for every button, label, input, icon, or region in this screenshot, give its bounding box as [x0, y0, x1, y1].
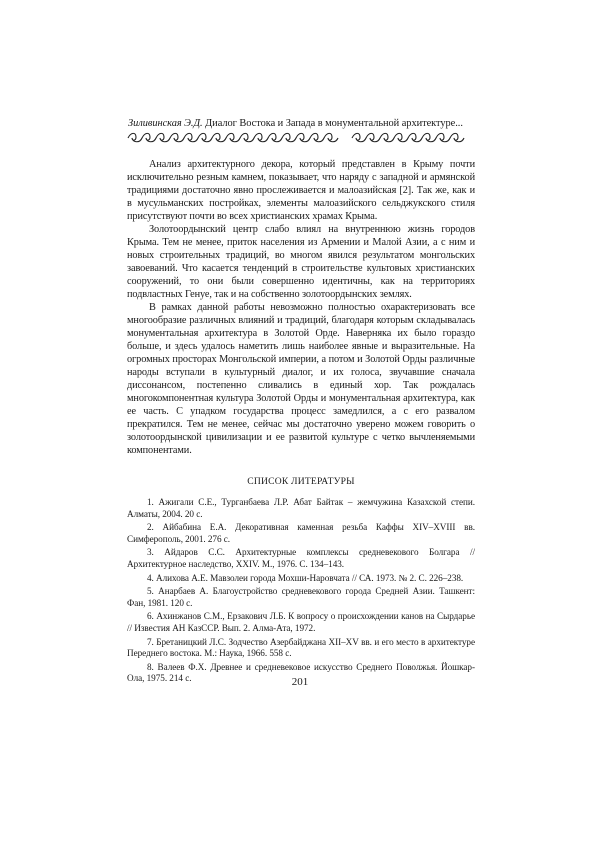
paragraph: Золотоордынский центр слабо влиял на внутреннюю жизнь городов Крыма. Тем не менее, приток населения из Армении и Малой Азии, а с ним и новых строительных традиций, во многом явился результатом монгольских завоеваний. Что касается тенденций в строительстве культовых христианских сооружений, то они были совершенно идентичны, как на территориях подвластных Генуе, так и на собственно золотоордынских землях. [127, 224, 475, 300]
reference-item: 8. Валеев Ф.Х. Древнее и средневековое искусство Среднего Поволжья. Йошкар-Ола, 1975. 214 с. [127, 661, 475, 684]
body-text [127, 158, 475, 457]
paragraph: В рамках данной работы невозможно полностью охарактеризовать все многообразие различных влияний и традиций, благодаря которым складывалась монументальная архитектура в Золотой Орде. Наверняка их было гораздо больше, и здесь удалось наметить лишь наиболее явные и выразительные. На огромных просторах Монгольской империи, а потом и Золотой Орды различные народы вступали в культурный диалог, и их голоса, звучавшие сначала диссонансом, постепенно сливались в единый хор. Так рождалась многокомпонентная культура Золотой Орды и монументальная архитектура, как ее часть. С упадком государства процесс замедлился, а с его развалом прекратился. Тем не менее, сейчас мы достаточно уверено можем говорить о золотоордынской цивилизации и ее развитой культуре с четко вычленяемыми компонентами. [127, 302, 475, 456]
reference-item: 4. Алихова А.Е. Мавзолеи города Мохши-Наровчата // СА. 1973. № 2. С. 226–238. [147, 572, 464, 583]
reference-item: 5. Анарбаев А. Благоустройство средневекового города Средней Азии. Ташкент: Фан, 1981. 120 с. [127, 586, 475, 608]
reference-item: 2. Айбабина Е.А. Декоративная каменная резьба Каффы XIV–XVIII вв. Симферополь, 2001. 276 с. [127, 522, 475, 544]
header-author: Зиливинская Э.Д. [128, 118, 203, 129]
paragraph: Анализ архитектурного декора, который представлен в Крыму почти исключительно резным камнем, показывает, что наряду с западной и армянской традициями достаточно явно прослеживается и малоазийская [2]. Так же, как и в мусульманских постройках, элементы малоазийского сельджукского стиля присутствуют почти во всех христианских храмах Крыма. [127, 159, 475, 222]
references-list [127, 497, 475, 687]
reference-item: 3. Айдаров С.С. Архитектурные комплексы средневекового Болгара // Архитектурное наследство, XXIV. М., 1976. С. 134–143. [127, 547, 475, 569]
ornament-divider [126, 132, 476, 144]
reference-item: 1. Ажигали С.Е., Турганбаева Л.Р. Абат Байтак – жемчужина Казахской степи. Алматы, 2004. 20 с. [127, 497, 475, 519]
reference-item: 7. Бретаницкий Л.С. Зодчество Азербайджана XII–XV вв. и его место в архитектуре Переднего востока. М.: Наука, 1966. 558 с. [127, 636, 475, 659]
ornament-wave [128, 133, 338, 141]
running-header [128, 117, 474, 130]
references-heading: СПИСОК ЛИТЕРАТУРЫ [247, 476, 355, 487]
header-title: Диалог Востока и Запада в монументальной архитектуре... [205, 118, 463, 129]
reference-item: 6. Ахинжанов С.М., Ерзакович Л.Б. К вопросу о происхождении канов на Сырдарье // Известия АН КазССР. Вып. 2. Алма-Ата, 1972. [127, 611, 475, 633]
ornament-wave [352, 133, 464, 141]
page-number: 201 [291, 676, 309, 688]
